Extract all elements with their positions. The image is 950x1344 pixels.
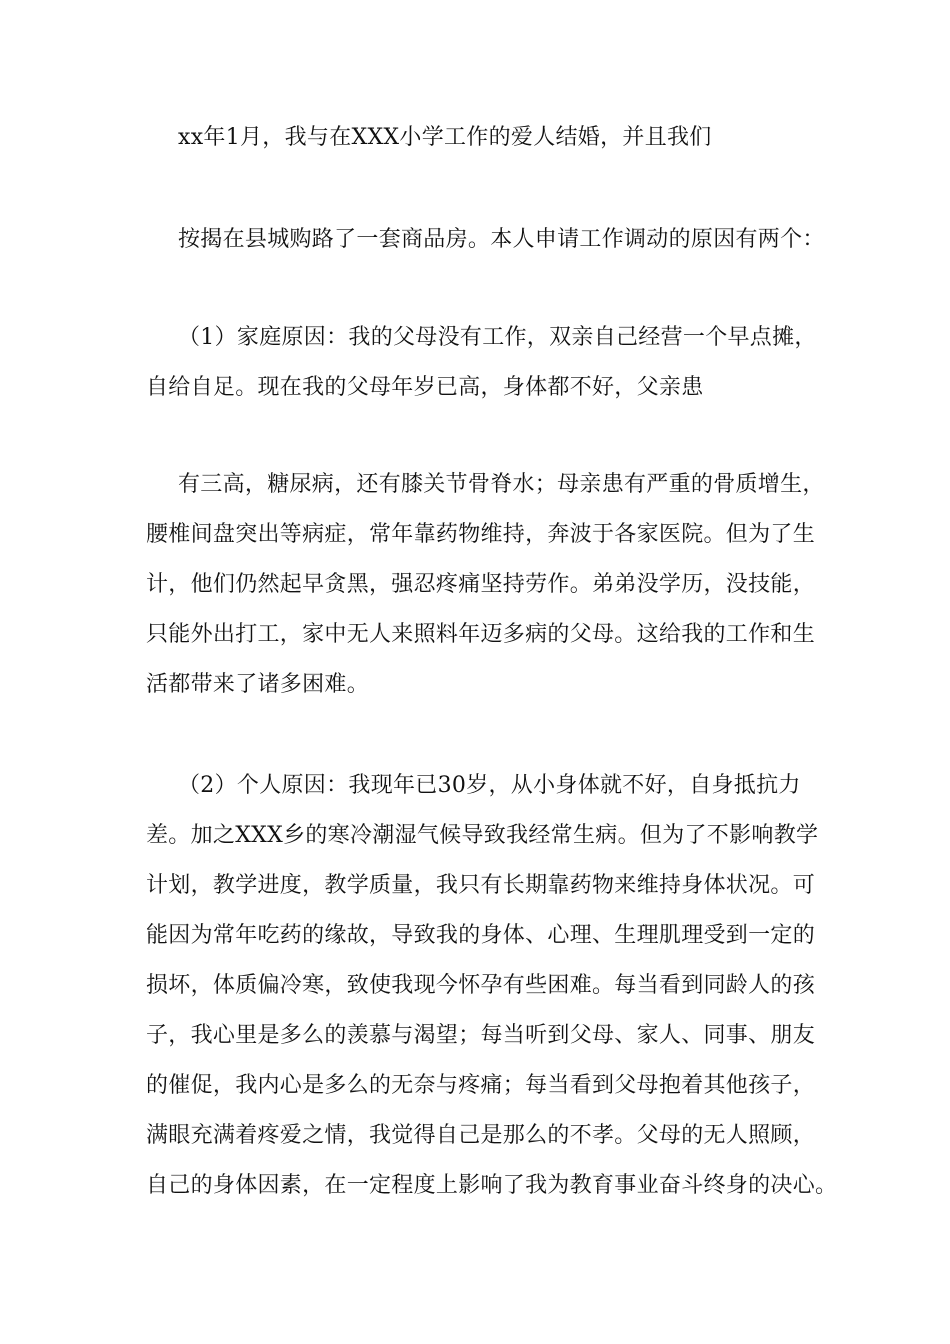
paragraph-5-line-1: （2）个人原因：我现年已30岁，从小身体就不好，自身抵抗力: [178, 773, 801, 798]
paragraph-5-line-7: 的催促，我内心是多么的无奈与疼痛；每当看到父母抱着其他孩子，: [146, 1073, 816, 1098]
paragraph-4-line-3: 计，他们仍然起早贪黑，强忍疼痛坚持劳作。弟弟没学历，没技能，: [146, 572, 816, 597]
paragraph-5-line-3: 计划，教学进度，教学质量，我只有长期靠药物来维持身体状况。可: [146, 873, 816, 898]
paragraph-1-line-1: xx年1月，我与在XXX小学工作的爱人结婚，并且我们: [178, 125, 712, 150]
paragraph-5-line-6: 子，我心里是多么的羡慕与渴望；每当听到父母、家人、同事、朋友: [146, 1023, 816, 1048]
paragraph-5-line-4: 能因为常年吃药的缘故，导致我的身体、心理、生理肌理受到一定的: [146, 923, 816, 948]
paragraph-4-line-2: 腰椎间盘突出等病症，常年靠药物维持，奔波于各家医院。但为了生: [146, 522, 816, 547]
paragraph-5-line-5: 损坏，体质偏冷寒，致使我现今怀孕有些困难。每当看到同龄人的孩: [146, 973, 816, 998]
paragraph-5-line-9: 自己的身体因素，在一定程度上影响了我为教育事业奋斗终身的决心。: [146, 1173, 838, 1198]
paragraph-2-line-1: 按揭在县城购路了一套商品房。本人申请工作调动的原因有两个：: [178, 227, 825, 252]
paragraph-3-line-2: 自给自足。现在我的父母年岁已高，身体都不好，父亲患: [146, 375, 704, 400]
paragraph-4-line-4: 只能外出打工，家中无人来照料年迈多病的父母。这给我的工作和生: [146, 622, 816, 647]
paragraph-3-line-1: （1）家庭原因：我的父母没有工作，双亲自己经营一个早点摊，: [178, 325, 817, 350]
paragraph-4-line-1: 有三高，糖尿病，还有膝关节骨脊水；母亲患有严重的骨质增生，: [178, 472, 825, 497]
paragraph-4-line-5: 活都带来了诸多困难。: [146, 672, 370, 697]
paragraph-5-line-8: 满眼充满着疼爱之情，我觉得自己是那么的不孝。父母的无人照顾，: [146, 1123, 816, 1148]
paragraph-5-line-2: 差。加之XXX乡的寒冷潮湿气候导致我经常生病。但为了不影响教学: [146, 823, 819, 848]
